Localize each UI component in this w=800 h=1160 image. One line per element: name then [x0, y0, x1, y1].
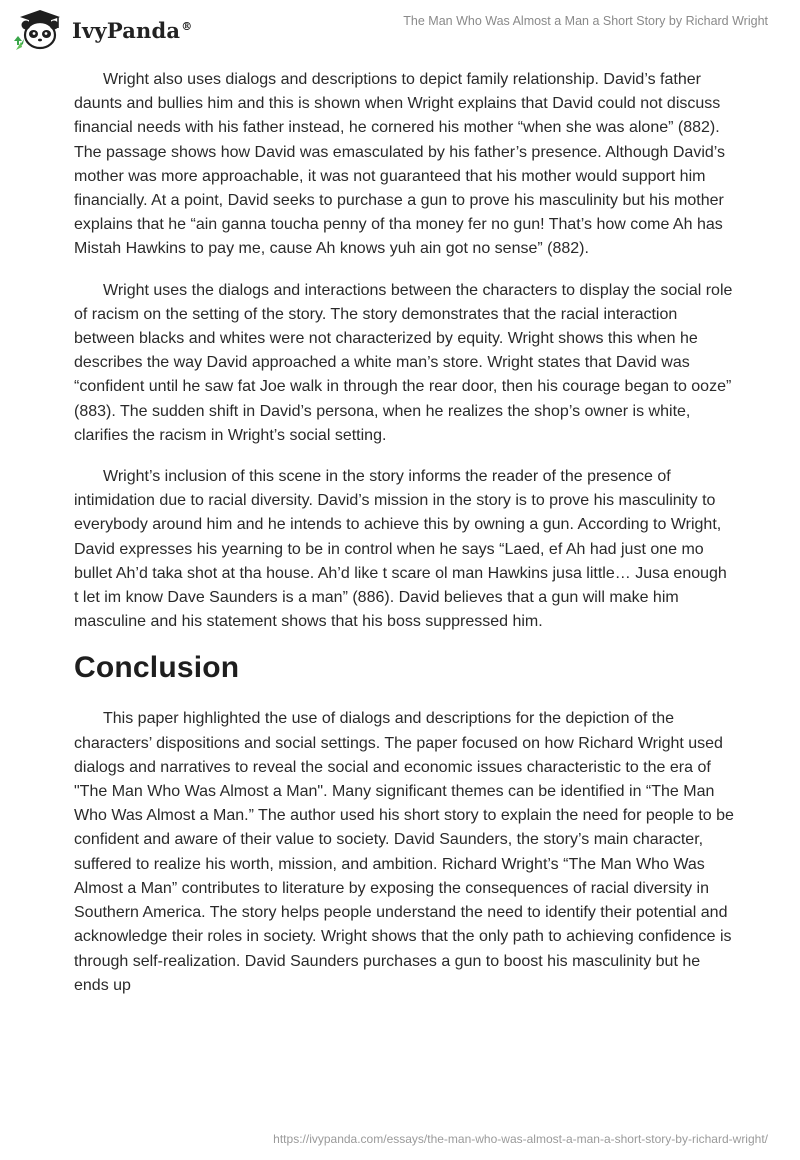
section-heading-conclusion: Conclusion — [74, 651, 240, 685]
paragraph: Wright also uses dialogs and descriptions to depict family relationship. David’s father daunts and bullies him and this is shown when Wright explains that David could not discuss financial needs with his father instead, he cornered his mother “when she was alone” (882). The passage shows how David was emasculated by his father’s presence. Although David’s mother was more approachable, it was not guaranteed that his mother would support him financially. At a point, David seeks to purchase a gun to prove his masculinity but his mother explains that he “ain ganna toucha penny of tha money fer no gun! That’s how come Ah has Mistah Hawkins to pay me, cause Ah knows yuh ain got no sense” (882). — [74, 71, 726, 258]
paragraph: This paper highlighted the use of dialogs and descriptions for the depiction of the characters’ dispositions and social settings. The paper focused on how Richard Wright used dialogs and narratives to reveal the social and economic issues characteristic to the era of "The Man Who Was Almost a Man". Many significant themes can be identified in “The Man Who Was Almost a Man.” The author used his short story to explain the need for people to be confident and aware of their value to society. David Saunders, the story’s main character, suffered to realize his worth, mission, and ambition. Richard Wright’s “The Man Who Was Almost a Man” contributes to literature by exposing the consequences of racial diversity in Southern America. The story helps people understand the need to identify their potential and acknowledge their roles in society. Wright shows that the only path to achieving confidence is through self-realization. David Saunders purchases a gun to boost his masculinity but he ends up — [74, 710, 734, 994]
panda-graduate-icon — [14, 8, 66, 52]
paragraph: Wright’s inclusion of this scene in the story informs the reader of the presence of intimidation due to racial diversity. David’s mission in the story is to prove his masculinity to everybody around him and he intends to achieve this by owning a gun. According to Wright, David expresses his yearning to be in control when he says “Laed, ef Ah had just one mo bullet Ah’d taka shot at tha house. Ah’d like t scare ol man Hawkins jusa little… Jusa enough t let im know Dave Saunders is a man” (886). David believes that a gun will make him masculine and his statement shows that his boss suppressed him. — [74, 468, 727, 631]
essay-content — [74, 68, 734, 1015]
registered-mark: ® — [181, 19, 193, 33]
logo-wordmark — [72, 18, 192, 43]
ivypanda-logo[interactable] — [14, 8, 192, 52]
page-header — [0, 0, 800, 60]
source-url[interactable]: https://ivypanda.com/essays/the-man-who-was-almost-a-man-a-short-story-by-richard-wright/ — [273, 1132, 768, 1146]
logo-name: IvyPanda — [72, 17, 181, 43]
paragraph: Wright uses the dialogs and interactions between the characters to display the social role of racism on the setting of the story. The story demonstrates that the racial interaction between blacks and whites were not characterized by equity. Wright shows this when he describes the way David approached a white man’s store. Wright states that David was “confident until he saw fat Joe walk in through the rear door, then his courage began to ooze” (883). The sudden shift in David’s persona, when he realizes the shop’s owner is white, clarifies the racism in Wright’s social setting. — [74, 281, 733, 444]
document-title: The Man Who Was Almost a Man a Short Story by Richard Wright — [403, 14, 768, 28]
